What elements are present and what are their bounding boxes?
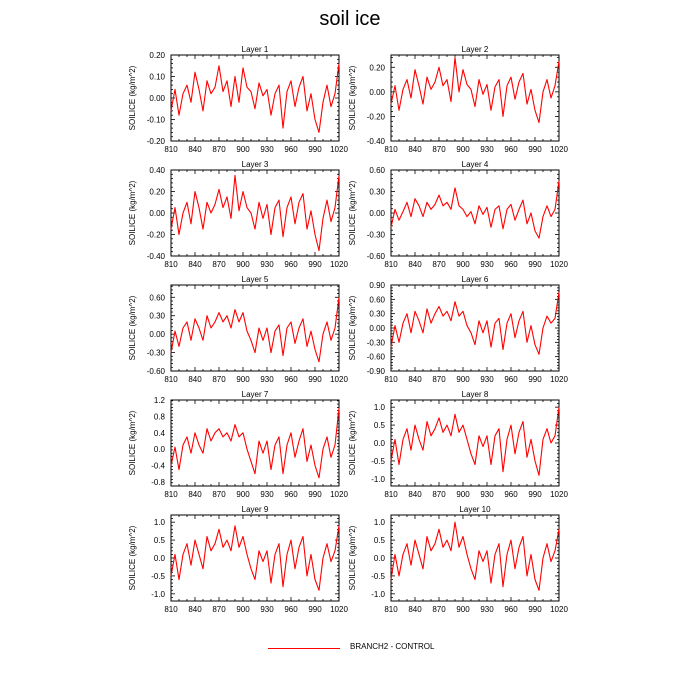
y-tick-label: -0.40 (366, 137, 385, 146)
series-line (171, 408, 339, 478)
x-tick-label: 840 (408, 260, 422, 269)
x-tick-label: 990 (528, 375, 542, 384)
x-tick-label: 1020 (550, 145, 568, 154)
y-tick-label: -0.20 (146, 230, 165, 240)
y-tick-label: -0.5 (371, 571, 385, 581)
x-tick-label: 900 (456, 145, 470, 154)
y-tick-label: 0.00 (149, 209, 165, 218)
chart-panel-2 (348, 45, 568, 154)
y-tick-label: -0.60 (146, 367, 165, 376)
series-line (391, 58, 559, 123)
y-tick-label: 0.90 (369, 281, 385, 290)
y-axis-label: SOILICE (kg/m^2) (348, 180, 357, 246)
y-axis-label: SOILICE (kg/m^2) (128, 295, 137, 361)
y-tick-label: 0.4 (153, 428, 165, 438)
y-tick-label: 0.60 (369, 166, 385, 175)
x-tick-label: 990 (528, 260, 542, 269)
y-tick-label: 0.00 (149, 94, 165, 103)
y-tick-label: 0.60 (369, 295, 385, 305)
panel-title: Layer 10 (459, 505, 491, 514)
x-tick-label: 870 (432, 260, 446, 269)
x-tick-label: 960 (504, 605, 518, 614)
y-tick-label: -0.30 (146, 348, 165, 358)
panel-title: Layer 9 (241, 505, 269, 514)
y-axis-label: SOILICE (kg/m^2) (348, 410, 357, 476)
y-tick-label: 0.00 (369, 324, 385, 333)
x-tick-label: 960 (504, 375, 518, 384)
x-tick-label: 840 (408, 490, 422, 499)
series-line (171, 64, 339, 133)
x-tick-label: 870 (432, 145, 446, 154)
plot-frame (391, 170, 559, 256)
y-axis-label: SOILICE (kg/m^2) (128, 180, 137, 246)
plot-frame (391, 400, 559, 486)
x-tick-label: 990 (528, 605, 542, 614)
y-tick-label: 0.00 (149, 330, 165, 340)
x-tick-label: 990 (528, 490, 542, 499)
y-tick-label: -1.0 (371, 589, 385, 599)
plot-frame (171, 55, 339, 141)
x-tick-label: 1020 (330, 260, 348, 269)
x-tick-label: 840 (188, 145, 202, 154)
x-tick-label: 870 (212, 145, 226, 154)
x-tick-label: 900 (236, 375, 250, 384)
y-tick-label: 0.30 (149, 311, 165, 321)
x-tick-label: 960 (284, 260, 298, 269)
x-tick-label: 840 (408, 605, 422, 614)
chart-panel-3 (128, 160, 348, 269)
x-tick-label: 870 (212, 260, 226, 269)
panel-title: Layer 6 (461, 275, 489, 284)
y-tick-label: 0.0 (373, 439, 385, 448)
x-tick-label: 900 (456, 375, 470, 384)
x-tick-label: 1020 (330, 145, 348, 154)
y-tick-label: 0.8 (153, 412, 165, 422)
y-tick-label: 1.2 (153, 396, 165, 405)
x-tick-label: 1020 (550, 605, 568, 614)
y-tick-label: -1.0 (151, 589, 165, 599)
y-tick-label: 0.60 (149, 293, 165, 303)
x-tick-label: 900 (236, 605, 250, 614)
x-tick-label: 810 (384, 490, 398, 499)
panel-title: Layer 8 (461, 390, 489, 399)
x-tick-label: 900 (236, 145, 250, 154)
x-tick-label: 1020 (550, 375, 568, 384)
x-tick-label: 810 (384, 375, 398, 384)
x-tick-label: 810 (164, 260, 178, 269)
plot-frame (391, 285, 559, 371)
y-tick-label: -0.10 (146, 115, 165, 125)
x-tick-label: 930 (260, 145, 274, 154)
y-axis-label: SOILICE (kg/m^2) (348, 295, 357, 361)
y-tick-label: 0.5 (373, 421, 385, 431)
y-tick-label: 0.10 (149, 72, 165, 82)
chart-panel-9 (128, 505, 348, 614)
x-tick-label: 900 (456, 605, 470, 614)
x-tick-label: 900 (456, 260, 470, 269)
x-tick-label: 840 (408, 145, 422, 154)
x-tick-label: 840 (188, 490, 202, 499)
chart-panel-1 (128, 45, 348, 154)
y-tick-label: 0.0 (153, 554, 165, 563)
y-tick-label: -0.8 (151, 477, 165, 487)
y-tick-label: 0.00 (369, 87, 385, 97)
x-tick-label: 900 (236, 490, 250, 499)
x-tick-label: 960 (504, 490, 518, 499)
y-tick-label: 0.40 (149, 166, 165, 175)
x-tick-label: 930 (480, 260, 494, 269)
y-tick-label: -1.0 (371, 474, 385, 484)
x-tick-label: 1020 (550, 490, 568, 499)
x-tick-label: 810 (164, 490, 178, 499)
plot-frame (171, 285, 339, 371)
x-tick-label: 960 (284, 605, 298, 614)
chart-panel-8 (348, 390, 568, 499)
y-tick-label: -0.90 (366, 367, 385, 376)
y-tick-label: -0.4 (151, 461, 165, 471)
x-tick-label: 930 (260, 490, 274, 499)
chart-panel-4 (348, 160, 568, 269)
x-tick-label: 930 (260, 605, 274, 614)
x-tick-label: 870 (432, 490, 446, 499)
legend-label: BRANCH2 - CONTROL (350, 642, 435, 651)
x-tick-label: 810 (384, 605, 398, 614)
x-tick-label: 930 (480, 375, 494, 384)
series-line (171, 526, 339, 591)
x-tick-label: 870 (432, 605, 446, 614)
chart-panel-7 (128, 390, 348, 499)
y-tick-label: 1.0 (373, 403, 385, 413)
x-tick-label: 960 (504, 260, 518, 269)
y-tick-label: 0.00 (369, 209, 385, 218)
x-tick-label: 960 (284, 145, 298, 154)
x-tick-label: 870 (212, 490, 226, 499)
y-tick-label: 0.5 (373, 536, 385, 546)
y-tick-label: -0.30 (366, 230, 385, 240)
y-tick-label: -0.60 (366, 352, 385, 362)
x-tick-label: 930 (480, 605, 494, 614)
y-tick-label: -0.30 (366, 338, 385, 348)
figure-title: soil ice (319, 8, 381, 30)
x-tick-label: 1020 (550, 260, 568, 269)
y-tick-label: -0.5 (371, 456, 385, 466)
x-tick-label: 810 (384, 145, 398, 154)
y-tick-label: -0.60 (366, 252, 385, 261)
series-line (391, 292, 559, 354)
x-tick-label: 870 (212, 375, 226, 384)
panel-title: Layer 1 (241, 45, 269, 54)
series-line (391, 181, 559, 238)
x-tick-label: 900 (456, 490, 470, 499)
series-line (171, 297, 339, 362)
x-tick-label: 810 (164, 375, 178, 384)
x-tick-label: 900 (236, 260, 250, 269)
y-tick-label: 0.20 (149, 51, 165, 60)
y-tick-label: 0.30 (369, 187, 385, 197)
y-tick-label: -0.20 (146, 137, 165, 146)
y-tick-label: 1.0 (373, 518, 385, 528)
y-tick-label: -0.40 (146, 252, 165, 261)
x-tick-label: 930 (260, 260, 274, 269)
x-tick-label: 870 (432, 375, 446, 384)
y-tick-label: -0.5 (151, 571, 165, 581)
panel-title: Layer 2 (461, 45, 489, 54)
y-tick-label: 0.20 (369, 63, 385, 73)
x-tick-label: 960 (284, 375, 298, 384)
plot-frame (171, 170, 339, 256)
panel-title: Layer 7 (241, 390, 269, 399)
x-tick-label: 930 (480, 490, 494, 499)
y-axis-label: SOILICE (kg/m^2) (128, 410, 137, 476)
series-line (391, 407, 559, 475)
legend (268, 641, 468, 657)
y-tick-label: 0.0 (373, 554, 385, 563)
y-axis-label: SOILICE (kg/m^2) (348, 65, 357, 131)
x-tick-label: 1020 (330, 375, 348, 384)
panel-title: Layer 5 (241, 275, 269, 284)
x-tick-label: 840 (188, 260, 202, 269)
series-line (391, 522, 559, 590)
x-tick-label: 990 (308, 605, 322, 614)
y-tick-label: 1.0 (153, 518, 165, 528)
x-tick-label: 960 (504, 145, 518, 154)
panel-title: Layer 3 (241, 160, 269, 169)
plot-frame (391, 515, 559, 601)
plot-frame (391, 55, 559, 141)
y-axis-label: SOILICE (kg/m^2) (348, 525, 357, 591)
x-tick-label: 840 (408, 375, 422, 384)
y-tick-label: 0.30 (369, 309, 385, 319)
x-tick-label: 810 (164, 605, 178, 614)
chart-panel-5 (128, 275, 348, 384)
x-tick-label: 810 (384, 260, 398, 269)
y-tick-label: 0.5 (153, 536, 165, 546)
legend-line-swatch (268, 648, 340, 649)
x-tick-label: 930 (260, 375, 274, 384)
y-tick-label: -0.20 (366, 112, 385, 122)
x-tick-label: 840 (188, 375, 202, 384)
x-tick-label: 1020 (330, 490, 348, 499)
y-tick-label: 0.0 (153, 445, 165, 455)
panel-title: Layer 4 (461, 160, 489, 169)
y-axis-label: SOILICE (kg/m^2) (128, 525, 137, 591)
chart-panel-10 (348, 505, 568, 614)
x-tick-label: 990 (308, 260, 322, 269)
x-tick-label: 930 (480, 145, 494, 154)
x-tick-label: 1020 (330, 605, 348, 614)
x-tick-label: 960 (284, 490, 298, 499)
x-tick-label: 810 (164, 145, 178, 154)
plot-frame (171, 515, 339, 601)
series-line (171, 175, 339, 250)
x-tick-label: 990 (308, 145, 322, 154)
y-tick-label: 0.20 (149, 187, 165, 197)
x-tick-label: 990 (528, 145, 542, 154)
x-tick-label: 840 (188, 605, 202, 614)
x-tick-label: 990 (308, 490, 322, 499)
chart-panel-6 (348, 275, 568, 384)
x-tick-label: 870 (212, 605, 226, 614)
x-tick-label: 990 (308, 375, 322, 384)
y-axis-label: SOILICE (kg/m^2) (128, 65, 137, 131)
